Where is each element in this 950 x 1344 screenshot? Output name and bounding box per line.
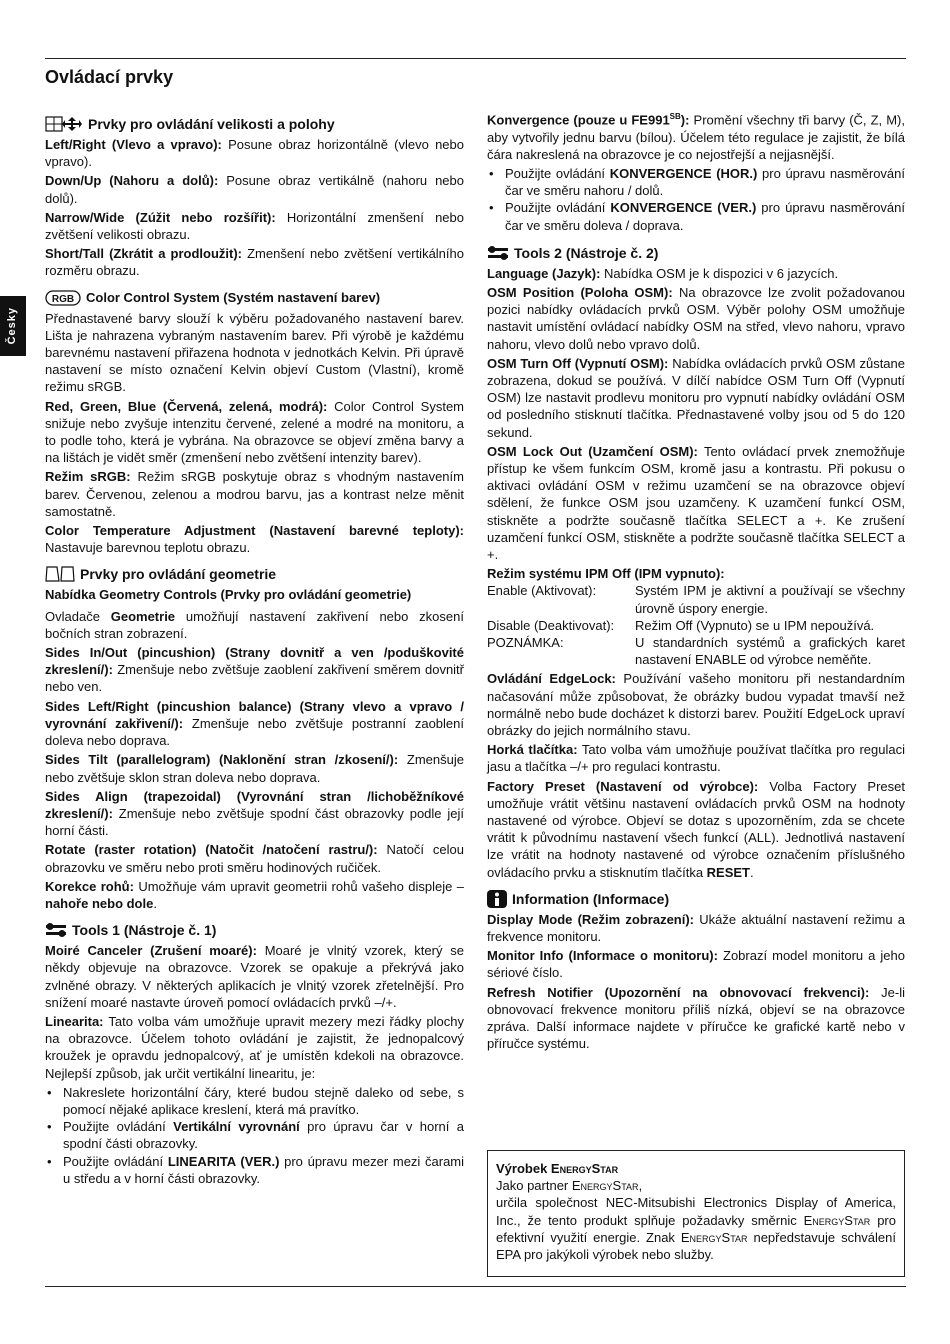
list-item: • Nakreslete horizontální čáry, které budou stejně daleko od sebe, s pomocí nějaké aplikace kreslení, která má pravítko.: [45, 1084, 464, 1118]
language-side-tab: [0, 296, 26, 356]
list-item: • Použijte ovládání LINEARITA (VER.) pro úpravu mezer mezi čarami u středu a v horní části obrazovky.: [45, 1153, 464, 1187]
paragraph: Horká tlačítka: Tato volba vám umožňuje používat tlačítka pro regulaci jasu a tlačítka –/+ pro regulaci kontrastu.: [487, 742, 905, 775]
list-item: • Použijte ovládání KONVERGENCE (HOR.) pro úpravu nasměrování čar ve směru nahoru / dolů.: [487, 165, 905, 199]
right-column: [487, 108, 905, 1054]
ipm-option-key: Enable (Aktivovat):: [487, 583, 597, 599]
size-position-title: Prvky pro ovládání velikosti a polohy: [88, 116, 335, 132]
tools1-title: Tools 1 (Nástroje č. 1): [72, 922, 217, 939]
paragraph: Sides Tilt (parallelogram) (Naklonění stran /zkosení/): Zmenšuje nebo zvětšuje sklon stran doleva nebo doprava.: [45, 752, 464, 785]
paragraph: Sides In/Out (pincushion) (Strany dovnitř a ven /poduškovité zkreslení/): Zmenšuje nebo zvětšuje zaoblení zakřivení směrem dovnitř nebo ven.: [45, 645, 464, 695]
paragraph: Linearita: Tato volba vám umožňuje upravit mezery mezi řádky plochy na obrazovce. Účelem tohoto ovládání je zajistit, že jednopalcový kroužek je opravdu jednopalcový, ať je umístěn kdekoli na obrazovce. Nejlepší způsob, jak určit vertikální linearitu, je:: [45, 1013, 464, 1081]
rgb-icon-text: RGB: [51, 293, 75, 305]
paragraph: Ovládání EdgeLock: Používání vašeho monitoru při nestandardním načasování může způsobovat, že obrázky budou vypadat tmavší než normálně nebo bude docházet k distorzi barev. Použití EdgeLock upraví obrázky do jejich normálního stavu.: [487, 671, 905, 739]
color-control-heading: [45, 288, 464, 308]
paragraph: Narrow/Wide (Zúžit nebo rozšířit): Horizontální zmenšení nebo zvětšení velikosti obrazu.: [45, 209, 464, 243]
wrench-icon: [45, 922, 67, 938]
color-control-title: Color Control System (Systém nastavení barev): [86, 289, 381, 305]
list-item: • Použijte ovládání KONVERGENCE (VER.) pro úpravu nasměrování čar ve směru doleva / doprava.: [487, 199, 905, 233]
paragraph: Short/Tall (Zkrátit a prodloužit): Zmenšení nebo zvětšení vertikálního rozměru obrazu.: [45, 246, 464, 279]
ipm-options: [487, 582, 905, 668]
rgb-icon: [45, 290, 81, 306]
paragraph: Red, Green, Blue (Červená, zelená, modrá): Color Control System snižuje nebo zvyšuje intenzitu červené, zelené a modré na monitoru, a to podle toho, která je vybrána. Na obrazovce se objeví změna barvy a na lištách je vidět směr (zmenšení nebo zvětšení intenzity barev).: [45, 398, 464, 466]
paragraph: Refresh Notifier (Upozornění na obnovovací frekvenci): Je-li obnovovací frekvence monitoru příliš nízká, objeví se na obrazovce zpráva. Další informace najdete v příručce ke grafické kartě nebo v příručce systému.: [487, 984, 905, 1052]
list-item: • Použijte ovládání Vertikální vyrovnání pro úpravu čar v horní a spodní části obrazovky.: [45, 1118, 464, 1152]
paragraph: Down/Up (Nahoru a dolů): Posune obraz vertikálně (nahoru nebo dolů).: [45, 173, 464, 206]
energystar-box: [487, 1150, 905, 1277]
paragraph: OSM Lock Out (Uzamčení OSM): Tento ovládací prvek znemožňuje přístup ke všem funkcím OSM, kromě jasu a kontrastu. Při pokusu o aktivaci ovládání OSM v režimu uzamčení se na obrazovce objeví sdělení, že funkce OSM jsou uzamčeny. K uzamčení funkcí OSM, stiskněte a podržte současně tlačítka SELECT a +. Ke zrušení uzamčení funkcí OSM, stiskněte a podržte současně tlačítka SELECT a +.: [487, 443, 905, 562]
wrench-icon: [487, 245, 509, 261]
tools1-heading: [45, 920, 464, 940]
paragraph: Sides Align (trapezoidal) (Vyrovnání stran /lichoběžníkové zkreslení/): Zmenšuje nebo zvětšuje spodní část obrazovky podle její horní části.: [45, 788, 464, 839]
paragraph: určila společnost NEC-Mitsubishi Electronics Display of America, Inc., že tento produkt splňuje požadavky směrnic EnergyStar pro efektivní využití energie. Znak EnergyStar nepředstavuje schválení EPA pro jakýkoli výrobek nebo služby.: [496, 1195, 896, 1263]
ipm-option-value: U standardních systémů a grafických karet nastavení ENABLE od výrobce neměňte.: [635, 635, 905, 668]
paragraph: Sides Left/Right (pincushion balance) (Strany vlevo a vpravo / vyrovnání zakřivení/): Zmenšuje nebo zvětšuje postranní zaoblení doleva nebo doprava.: [45, 698, 464, 749]
language-label: Česky: [6, 307, 19, 345]
information-title: Information (Informace): [512, 890, 670, 907]
paragraph: Ovladače Geometrie umožňují nastavení zakřivení nebo zkosení bočních stran zobrazení.: [45, 608, 464, 641]
paragraph: Konvergence (pouze u $FE991^{SB}$): Promění všechny tři barvy (Č, Z, M), aby vytvořily jednu barvu (bílou). Účelem této regulace je zajistit, že bílá čára nakreslená na obrazovce je co nejostřejší a nejjasnější.: [487, 112, 905, 162]
geometry-heading: [45, 564, 464, 584]
size-position-icon: [45, 116, 83, 132]
paragraph: Rotate (raster rotation) (Natočit /natočení rastru/): Natočí celou obrazovku ve směru nebo proti směru hodinových ručiček.: [45, 842, 464, 875]
convergence-list: [487, 165, 905, 234]
energystar-title: Výrobek EnergyStar: [496, 1161, 619, 1176]
information-heading: [487, 889, 905, 909]
size-position-heading: [45, 114, 464, 134]
page-title: Ovládací prvky: [45, 67, 174, 87]
geometry-icon: [45, 566, 75, 582]
paragraph: Monitor Info (Informace o monitoru): Zobrazí model monitoru a jeho sériové číslo.: [487, 948, 905, 981]
ipm-option-value: Systém IPM je aktivní a používají se všechny úrovně úspory energie.: [635, 583, 905, 616]
geometry-title: Prvky pro ovládání geometrie: [80, 566, 277, 583]
paragraph: OSM Position (Poloha OSM): Na obrazovce lze zvolit požadovanou pozici nabídky ovládacích prvků OSM. Výběr polohy OSM umožňuje nastavit umístění ovládací nabídky OSM na střed, vlevo nahoru, vpravo nahoru, vlevo dolů nebo vpravo dolů.: [487, 284, 905, 352]
paragraph: Režim systému IPM Off (IPM vypnuto):: [487, 566, 725, 582]
paragraph: Language (Jazyk): Nabídka OSM je k dispozici v 6 jazycích.: [487, 265, 839, 281]
paragraph: Factory Preset (Nastavení od výrobce): Volba Factory Preset umožňuje vrátit většinu nastavení ovládacích prvků OSM na hodnoty nastavené od výrobce. Objeví se dotaz s upozorněním, zda se chcete vrátit k původnímu nastavení všech funkcí (ALL). Jednotlivá nastavení lze vrátit na hodnoty nastavené od výrobce označením příslušného ovládacího prvku a stisknutím tlačítka RESET.: [487, 778, 906, 880]
bottom-rule: [45, 1286, 906, 1287]
paragraph: Moiré Canceler (Zrušení moaré): Moaré je vlnitý vzorek, který se někdy objevuje na obrazovce. Vzorek se opakuje a překrývá jako zvlněné obrazy. V některých aplikacích je vlnitý vzorek zřetelnější. Pro snížení moaré nastavte úroveň pomocí ovládacích prvků –/+.: [45, 943, 464, 1010]
info-icon: [487, 890, 507, 908]
ipm-option-value: Režim Off (Vypnuto) se u IPM nepoužívá.: [635, 617, 875, 633]
paragraph: Color Temperature Adjustment (Nastavení barevné teploty): Nastavuje barevnou teplotu obrazu.: [45, 523, 464, 556]
paragraph: Display Mode (Režim zobrazení): Ukáže aktuální nastavení režimu a frekvence monitoru.: [487, 911, 905, 945]
ipm-option-key: POZNÁMKA:: [487, 635, 564, 651]
paragraph: Přednastavené barvy slouží k výběru požadovaného nastavení barev. Lišta je nahrazena vybraným nastavením barev. Při výrobě je každému barevnému nastavení přiřazena hodnota v jednotkách Kelvin. Při úpravě nastavení se místo označení Kelvin objeví Custom (Vlastní), kromě režimu sRGB.: [45, 310, 464, 395]
subheading: Nabídka Geometry Controls (Prvky pro ovládání geometrie): [45, 587, 412, 603]
tools2-title: Tools 2 (Nástroje č. 2): [514, 244, 659, 261]
linearity-list: [45, 1084, 464, 1187]
left-column: [45, 108, 464, 1189]
tools2-heading: [487, 243, 905, 263]
paragraph: Jako partner EnergyStar,: [496, 1178, 643, 1194]
paragraph: Režim sRGB: Režim sRGB poskytuje obraz s vhodným nastavením barev. Červenou, zelenou a modrou barvu, jas a kontrast nelze měnit samostatně.: [45, 469, 464, 519]
ipm-option-key: Disable (Deaktivovat):: [487, 617, 615, 633]
paragraph: Korekce rohů: Umožňuje vám upravit geometrii rohů vašeho displeje – nahoře nebo dole.: [45, 878, 465, 911]
paragraph: Left/Right (Vlevo a vpravo): Posune obraz horizontálně (vlevo nebo vpravo).: [45, 137, 464, 170]
paragraph: OSM Turn Off (Vypnutí OSM): Nabídka ovládacích prvků OSM zůstane zobrazena, dokud se používá. V dílčí nabídce OSM Turn Off (Vypnutí OSM) lze nastavit prodlevu monitoru pro vypnutí nabídky ovládání OSM od posledního stisknutí tlačítka. Přednastavené volby jsou od 5 do 120 sekund.: [487, 355, 905, 440]
top-rule: [45, 58, 906, 59]
